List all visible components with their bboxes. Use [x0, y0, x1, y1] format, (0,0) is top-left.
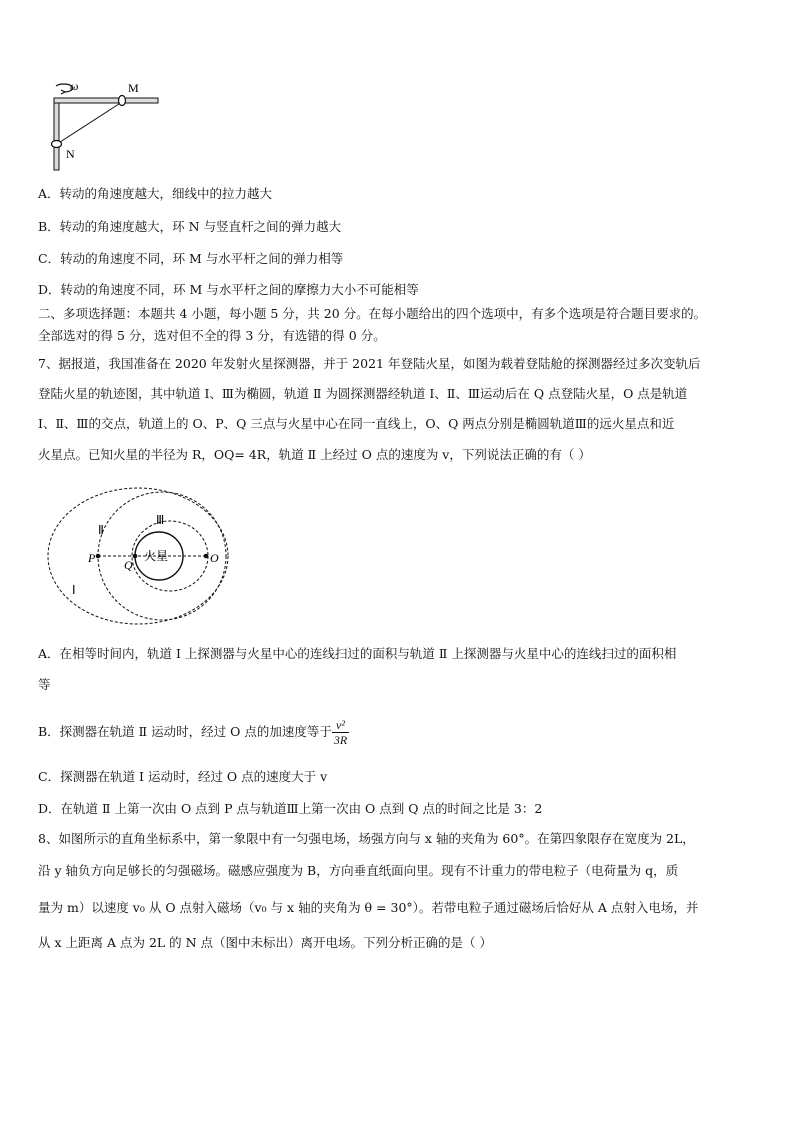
q8-stem-line1: 8、如图所示的直角坐标系中，第一象限中有一匀强电场，场强方向与 x 轴的夹角为 60°。在第四象限存在宽度为 2L， [38, 831, 695, 846]
q8-stem-line2: 沿 y 轴负方向足够长的匀强磁场。磁感应强度为 B，方向垂直纸面向里。现有不计重力的带电粒子（电荷量为 q，质 [38, 863, 679, 878]
fraction-numerator: v² [332, 718, 349, 733]
ring-M [119, 96, 126, 106]
q7-option-a-line2: 等 [38, 677, 51, 692]
q7-option-d: D．在轨道 Ⅱ 上第一次由 O 点到 P 点与轨道Ⅲ上第一次由 O 点到 Q 点的时间之比是 3：2 [38, 801, 543, 816]
label-N: N [66, 147, 75, 161]
section2-heading-line2: 全部选对的得 5 分，选对但不全的得 3 分，有选错的得 0 分。 [38, 328, 386, 343]
q7-option-c: C．探测器在轨道 Ⅰ 运动时，经过 O 点的速度大于 v [38, 769, 328, 784]
q6-option-c: C．转动的角速度不同，环 M 与水平杆之间的弹力相等 [38, 251, 344, 266]
label-O: O [210, 551, 219, 565]
q7-stem-line3: Ⅰ、Ⅱ、Ⅲ的交点，轨道上的 O、P、Q 三点与火星中心在同一直线上，O、Q 两点分别是椭圆轨道Ⅲ的远火星点和近 [38, 416, 675, 431]
point-Q [133, 554, 138, 559]
label-orbit-II: Ⅱ [98, 523, 104, 537]
label-P: P [88, 551, 96, 565]
ring-N [52, 141, 62, 148]
q6-option-b: B．转动的角速度越大，环 N 与竖直杆之间的弹力越大 [38, 219, 342, 234]
q7-option-b [38, 712, 349, 752]
vertical-rod [54, 98, 59, 170]
point-P [96, 554, 101, 559]
label-orbit-III: Ⅲ [156, 513, 165, 527]
q8-stem-line3: 量为 m）以速度 v₀ 从 O 点射入磁场（v₀ 与 x 轴的夹角为 θ = 30°）。若带电粒子通过磁场后恰好从 A 点射入电场，并 [38, 900, 699, 915]
rotating-frame-figure [36, 76, 166, 172]
section2-heading-line1: 二、多项选择题：本题共 4 小题，每小题 5 分，共 20 分。在每小题给出的四个选项中，有多个选项是符合题目要求的。 [38, 306, 707, 321]
q8-stem-line4: 从 x 上距离 A 点为 2L 的 N 点（图中未标出）离开电场。下列分析正确的是（ ） [38, 935, 493, 950]
q6-option-d: D．转动的角速度不同，环 M 与水平杆之间的摩擦力大小不可能相等 [38, 282, 419, 297]
q6-option-a: A．转动的角速度越大，细线中的拉力越大 [38, 186, 273, 201]
string [57, 102, 122, 144]
label-mars: 火星 [144, 549, 169, 563]
q7-option-a-line1: A．在相等时间内，轨道 Ⅰ 上探测器与火星中心的连线扫过的面积与轨道 Ⅱ 上探测器与火星中心的连线扫过的面积相 [38, 646, 677, 661]
label-orbit-I: Ⅰ [72, 583, 76, 597]
label-Q: Q [124, 558, 133, 572]
q7-option-b-fraction [332, 718, 349, 747]
q7-option-b-text: B．探测器在轨道 Ⅱ 运动时，经过 O 点的加速度等于 [38, 724, 332, 739]
q7-stem-line2: 登陆火星的轨迹图，其中轨道 Ⅰ、Ⅲ为椭圆，轨道 Ⅱ 为圆探测器经轨道 Ⅰ、Ⅱ、Ⅲ运动后在 Q 点登陆火星，O 点是轨道 [38, 386, 688, 401]
q7-stem-line1: 7、据报道，我国准备在 2020 年发射火星探测器，并于 2021 年登陆火星，如图为载着登陆舱的探测器经过多次变轨后 [38, 356, 701, 371]
fraction-denominator: 3R [333, 733, 348, 747]
point-O [204, 554, 209, 559]
horizontal-rod [54, 98, 158, 103]
omega-label: ω [70, 79, 79, 93]
orbit-figure [40, 478, 270, 628]
q7-stem-line4: 火星点。已知火星的半径为 R，OQ= 4R，轨道 Ⅱ 上经过 O 点的速度为 v，下列说法正确的有（ ） [38, 447, 591, 462]
label-M: M [128, 81, 139, 95]
